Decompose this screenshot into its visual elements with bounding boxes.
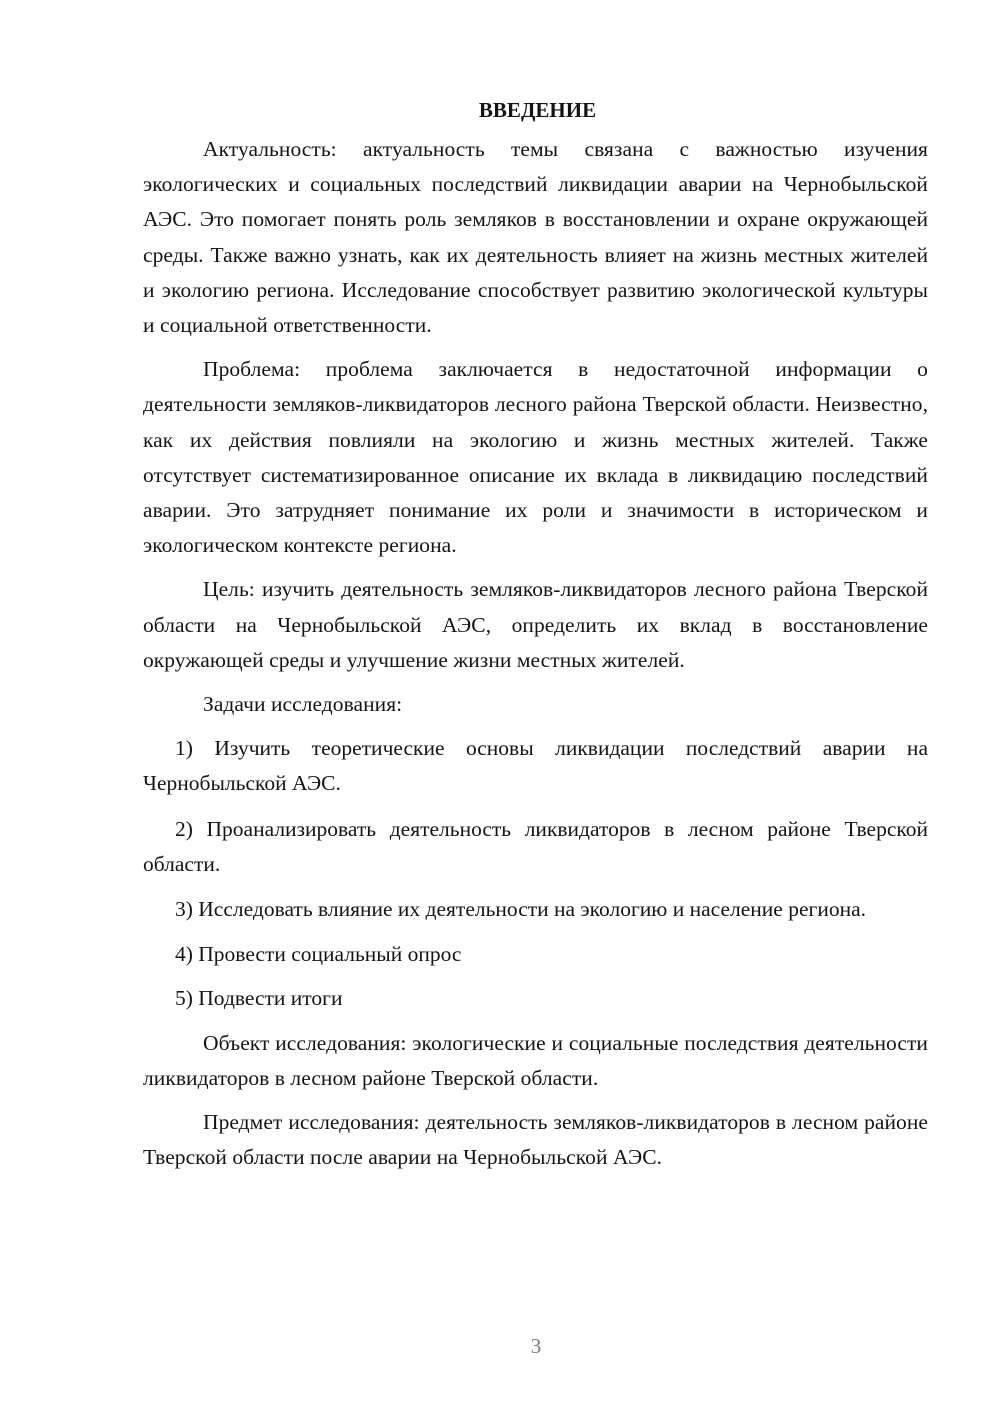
goal-paragraph: Цель: изучить деятельность земляков-ликвидаторов лесного района Тверской области на Чернобыльской АЭС, определить их вклад в восстановление окружающей среды и улучшение жизни местных жителей. xyxy=(143,577,928,672)
list-item: 3) Исследовать влияние их деятельности на экологию и население региона. xyxy=(175,897,866,922)
list-item: 4) Провести социальный опрос xyxy=(175,942,462,967)
list-item: 1) Изучить теоретические основы ликвидации последствий аварии на Чернобыльской АЭС. xyxy=(143,736,928,796)
page-title: ВВЕДЕНИЕ xyxy=(478,98,597,122)
subject-paragraph: Предмет исследования: деятельность земляков-ликвидаторов в лесном районе Тверской области после аварии на Чернобыльской АЭС. xyxy=(143,1110,928,1170)
tasks-heading: Задачи исследования: xyxy=(203,692,403,717)
relevance-paragraph: Актуальность: актуальность темы связана с важностью изучения экологических и социальных последствий ликвидации аварии на Чернобыльской АЭС. Это помогает понять роль земляков в восстановлении и охране окружающей среды. Также важно узнать, как их деятельность влияет на жизнь местных жителей и экологию региона. Исследование способствует развитию экологической культуры и социальной ответственности. xyxy=(143,137,928,338)
object-paragraph: Объект исследования: экологические и социальные последствия деятельности ликвидаторов в лесном районе Тверской области. xyxy=(143,1030,928,1090)
problem-paragraph: Проблема: проблема заключается в недостаточной информации о деятельности земляков-ликвидаторов лесного района Тверской области. Неизвестно, как их действия повлияли на экологию и жизнь местных жителей. Также отсутствует систематизированное описание их вклада в ликвидацию последствий аварии. Это затрудняет понимание их роли и значимости в историческом и экологическом контексте региона. xyxy=(143,357,928,558)
tasks-list xyxy=(143,731,928,1016)
document-page xyxy=(143,94,928,1184)
list-item: 5) Подвести итоги xyxy=(175,986,343,1011)
page-number: 3 xyxy=(530,1334,542,1358)
list-item: 2) Проанализировать деятельность ликвидаторов в лесном районе Тверской области. xyxy=(143,816,928,876)
